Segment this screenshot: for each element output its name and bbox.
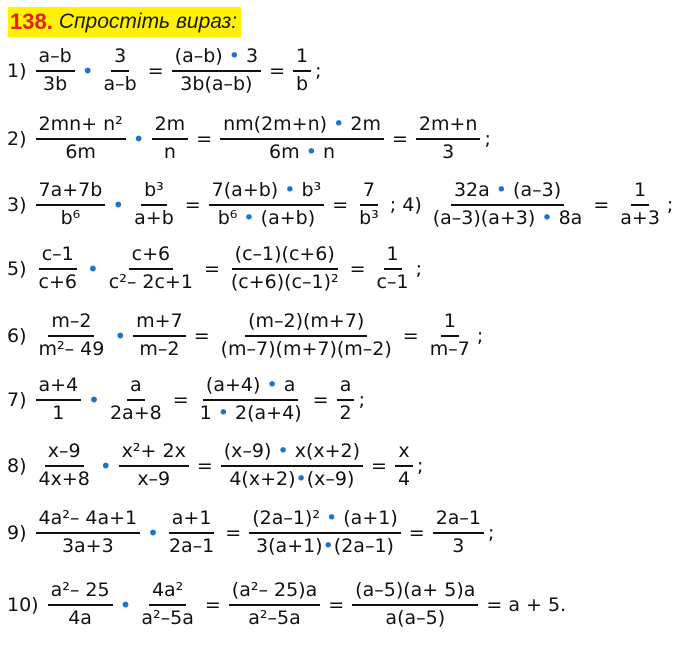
expression-index: 10) <box>7 593 39 616</box>
denominator: b⁶ <box>60 206 81 229</box>
denominator: 2a+8 <box>109 401 162 424</box>
numerator: a <box>337 375 355 401</box>
fraction <box>138 580 197 630</box>
expression-row <box>7 375 365 425</box>
denominator: 4(x+2)•(x–9) <box>229 467 355 490</box>
numerator: 1 <box>384 244 402 270</box>
denominator: 3(a+1)•(2a–1) <box>256 534 394 557</box>
fraction <box>36 508 141 558</box>
fraction <box>133 311 186 361</box>
denominator: m²– 49 <box>38 337 105 360</box>
expression-index: 1) <box>7 59 27 82</box>
denominator: b³ <box>359 206 379 229</box>
fraction <box>352 580 478 630</box>
fraction <box>48 580 113 630</box>
operator: = <box>193 324 210 347</box>
multiply-dot: • <box>86 256 99 281</box>
denominator: m–2 <box>139 337 180 360</box>
fraction <box>374 244 412 294</box>
denominator: b <box>296 72 309 95</box>
semicolon: ; <box>315 59 322 82</box>
fraction <box>36 244 80 294</box>
operator: = <box>349 257 366 280</box>
expression-row <box>7 580 571 630</box>
denominator: 1 <box>52 401 65 424</box>
numerator: x²+ 2x <box>119 441 189 467</box>
operator: = <box>184 193 201 216</box>
fraction <box>197 375 305 425</box>
operator: = <box>225 521 242 544</box>
numerator: x <box>395 441 412 467</box>
fraction <box>416 114 481 164</box>
denominator: b⁶ • (a+b) <box>217 206 316 229</box>
fraction <box>36 114 126 164</box>
expression-index: 8) <box>7 454 27 477</box>
numerator: a²– 25 <box>48 580 113 606</box>
numerator: a–b <box>36 46 75 72</box>
fraction <box>617 180 663 230</box>
numerator: (c–1)(c+6) <box>232 244 338 270</box>
fraction <box>220 114 384 164</box>
denominator: 4a <box>68 606 92 629</box>
numerator: 7(a+b) • b³ <box>209 180 325 206</box>
semicolon: ; <box>417 454 424 477</box>
numerator: nm(2m+n) • 2m <box>220 114 384 140</box>
numerator: (m–2)(m+7) <box>245 311 367 337</box>
denominator: 3a+3 <box>61 534 114 557</box>
operator: = <box>332 193 349 216</box>
fraction <box>337 375 355 425</box>
denominator: c–1 <box>376 270 409 293</box>
fraction <box>106 244 196 294</box>
expression-row <box>7 508 494 558</box>
fraction <box>218 311 395 361</box>
fraction <box>119 441 189 491</box>
multiply-dot: • <box>147 520 159 545</box>
numerator: a <box>127 375 145 401</box>
numerator: a+1 <box>169 508 215 534</box>
fraction <box>221 441 363 491</box>
numerator: x–9 <box>45 441 84 467</box>
multiply-dot: • <box>132 126 145 151</box>
denominator: n <box>163 140 176 163</box>
semicolon: ; <box>488 521 495 544</box>
fraction <box>36 180 106 230</box>
operator: = <box>203 257 220 280</box>
operator: = <box>196 127 213 150</box>
semicolon: ; <box>415 257 422 280</box>
denominator: 3b <box>43 72 68 95</box>
semicolon: ; <box>476 324 484 347</box>
operator: = <box>147 59 164 82</box>
fraction <box>249 508 401 558</box>
multiply-dot: • <box>88 387 100 412</box>
operator: = <box>196 454 213 477</box>
fraction <box>36 46 75 96</box>
fraction <box>395 441 413 491</box>
numerator: (2a–1)² • (a+1) <box>249 508 401 534</box>
denominator: 1 • 2(a+4) <box>199 401 302 424</box>
denominator: 2a–1 <box>168 534 215 557</box>
multiply-dot: • <box>99 453 112 478</box>
denominator: c²– 2c+1 <box>108 270 193 293</box>
fraction <box>427 311 473 361</box>
denominator: 3 <box>442 140 455 163</box>
multiply-dot: • <box>114 323 127 348</box>
fraction <box>293 46 311 96</box>
fraction <box>228 244 342 294</box>
expression-row <box>7 180 673 230</box>
exercise-title: Спростіть вираз: <box>58 10 238 33</box>
denominator: x–9 <box>137 467 171 490</box>
numerator: b³ <box>141 180 167 206</box>
numerator: 4a²– 4a+1 <box>36 508 141 534</box>
numerator: (a²– 25)a <box>229 580 320 606</box>
numerator: 2m+n <box>416 114 481 140</box>
numerator: (x–9) • x(x+2) <box>221 441 363 467</box>
fraction <box>356 180 382 230</box>
fraction <box>430 180 586 230</box>
multiply-dot: • <box>119 592 132 617</box>
numerator: c+6 <box>129 244 173 270</box>
denominator: a(a–5) <box>385 606 446 629</box>
numerator: m+7 <box>133 311 186 337</box>
expression-index: 9) <box>7 521 27 544</box>
denominator: (m–7)(m+7)(m–2) <box>220 337 392 360</box>
numerator: 1 <box>631 180 649 206</box>
operator: = <box>172 388 189 411</box>
expression-index: 5) <box>7 257 27 280</box>
denominator: (c+6)(c–1)² <box>230 270 339 293</box>
denominator: a+b <box>134 206 174 229</box>
expression-index: 3) <box>7 193 27 216</box>
exercise-number: 138. <box>10 9 53 34</box>
fraction <box>36 441 93 491</box>
numerator: 32a • (a–3) <box>451 180 564 206</box>
expression-row <box>7 244 422 294</box>
denominator: 2 <box>339 401 352 424</box>
numerator: 1 <box>293 46 311 72</box>
numerator: 1 <box>441 311 459 337</box>
operator: ; 4) <box>389 193 422 216</box>
numerator: (a+4) • a <box>203 375 298 401</box>
expression-index: 6) <box>7 324 27 347</box>
numerator: 3 <box>111 46 129 72</box>
fraction <box>433 508 484 558</box>
numerator: 2m <box>152 114 189 140</box>
semicolon: ; <box>484 127 491 150</box>
expression-row <box>7 46 322 96</box>
denominator: c+6 <box>38 270 77 293</box>
operator: = a + 5. <box>486 593 567 616</box>
numerator: m–2 <box>48 311 94 337</box>
fraction <box>209 180 325 230</box>
expression-row <box>7 311 483 361</box>
denominator: 6m • n <box>269 140 335 163</box>
denominator: 4x+8 <box>38 467 90 490</box>
fraction <box>152 114 189 164</box>
fraction <box>36 375 82 425</box>
expression-index: 2) <box>7 127 27 150</box>
fraction <box>229 580 320 630</box>
fraction <box>36 311 108 361</box>
numerator: (a–b) • 3 <box>172 46 261 72</box>
fraction <box>166 508 217 558</box>
fraction <box>101 46 140 96</box>
operator: = <box>371 454 387 477</box>
fraction <box>107 375 165 425</box>
numerator: 2mn+ n² <box>36 114 126 140</box>
operator: = <box>408 521 425 544</box>
operator: = <box>328 593 345 616</box>
expression-row <box>7 441 423 491</box>
expression-index: 7) <box>7 388 27 411</box>
denominator: a²–5a <box>248 606 301 629</box>
numerator: 4a² <box>149 580 186 606</box>
operator: = <box>391 127 408 150</box>
denominator: a–b <box>103 72 137 95</box>
denominator: 4 <box>397 467 411 490</box>
operator: = <box>204 593 221 616</box>
numerator: c–1 <box>39 244 77 270</box>
multiply-dot: • <box>81 58 94 83</box>
numerator: (a–5)(a+ 5)a <box>352 580 478 606</box>
denominator: 6m <box>65 140 96 163</box>
operator: = <box>269 59 286 82</box>
expression-row <box>7 114 491 164</box>
multiply-dot: • <box>112 192 125 217</box>
denominator: 3b(a–b) <box>180 72 253 95</box>
fraction <box>172 46 261 96</box>
operator: = <box>593 193 610 216</box>
denominator: 3 <box>452 534 465 557</box>
numerator: a+4 <box>36 375 82 401</box>
operator: = <box>312 388 329 411</box>
semicolon: ; <box>358 388 366 411</box>
operator: = <box>402 324 419 347</box>
semicolon: ; <box>666 193 674 216</box>
denominator: a²–5a <box>141 606 194 629</box>
exercise-header <box>8 7 241 37</box>
numerator: 2a–1 <box>433 508 484 534</box>
denominator: (a–3)(a+3) • 8a <box>432 206 583 229</box>
numerator: 7 <box>360 180 378 206</box>
denominator: m–7 <box>429 337 470 360</box>
denominator: a+3 <box>620 206 660 229</box>
numerator: 7a+7b <box>36 180 106 206</box>
fraction <box>131 180 177 230</box>
